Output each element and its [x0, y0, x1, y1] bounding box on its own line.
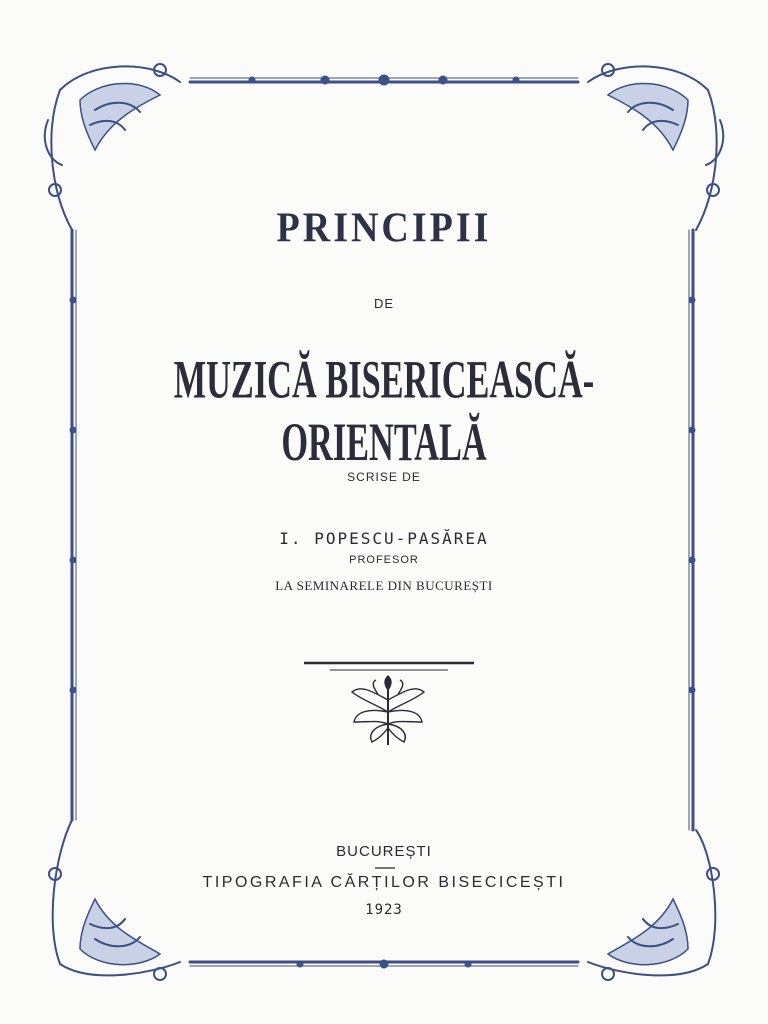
- author-role: PROFESOR: [349, 554, 419, 566]
- byline-label: SCRISE DE: [347, 470, 421, 484]
- palmette-vignette-icon: [352, 676, 424, 745]
- author-institution: LA SEMINARELE DIN BUCUREȘTI: [275, 578, 493, 593]
- top-border-ornament: [190, 75, 578, 85]
- author-name: I. POPESCU-PASĂREA: [279, 529, 489, 548]
- imprint-press: TIPOGRAFIA CĂRȚILOR BISECICEȘTI: [202, 874, 566, 891]
- imprint-city: BUCUREȘTI: [336, 843, 432, 860]
- book-title: PRINCIPII: [276, 204, 492, 252]
- bottom-border-ornament: [190, 960, 578, 968]
- title-connector: DE: [373, 296, 395, 311]
- left-border-ornament: [70, 230, 76, 820]
- imprint-year: 1923: [365, 902, 403, 918]
- separator-rule: [304, 663, 474, 670]
- book-subtitle: MUZICĂ BISERICEASCĂ-ORIENTALĂ: [173, 350, 595, 472]
